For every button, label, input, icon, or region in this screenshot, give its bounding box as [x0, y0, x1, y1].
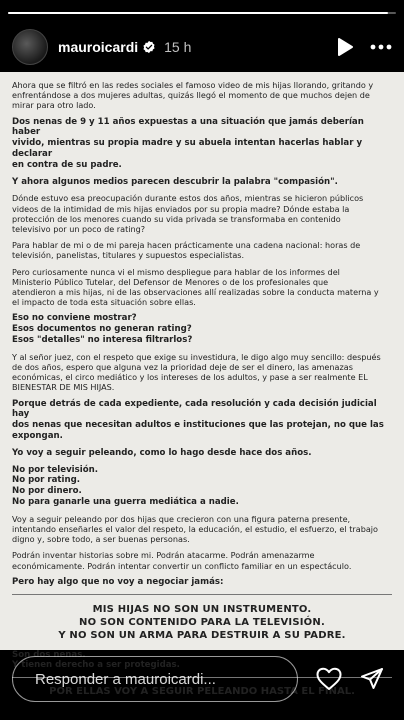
more-options-icon[interactable]: [370, 44, 392, 50]
reply-placeholder: Responder a mauroicardi...: [35, 670, 216, 688]
heart-icon[interactable]: [316, 667, 342, 691]
paragraph-15: Son dos nenas. Y tienen derecho a ser protegidas.: [12, 649, 180, 671]
verified-badge-icon: [142, 40, 156, 54]
send-icon[interactable]: [360, 667, 384, 691]
username[interactable]: mauroicardi: [58, 39, 139, 55]
paragraph-11: No por televisión. No por rating. No por dinero. No para ganarle una guerra mediática a nadie.: [12, 464, 239, 507]
paragraph-1: Ahora que se filtró en las redes sociales el famoso video de mis hijas llorando, gritando y enfrentándose a dos mujeres adultas, quizás llegó el momento de que muchos dejen de mirar para otro lado.: [12, 80, 374, 111]
avatar[interactable]: [12, 29, 48, 65]
post-time: 15 h: [164, 39, 192, 55]
divider-top: [12, 594, 392, 595]
paragraph-3: Y ahora algunos medios parecen descubrir la palabra "compasión".: [12, 176, 338, 187]
story-header: [0, 22, 404, 72]
paragraph-14: Pero hay algo que no voy a negociar jamás:: [12, 576, 224, 587]
story-progress-fill: [8, 12, 388, 14]
paragraph-9: Porque detrás de cada expediente, cada resolución y cada decisión judicial hay dos nenas que necesitan adultos e instituciones que las protejan, no que las expongan.: [12, 398, 384, 442]
paragraph-12: Voy a seguir peleando por dos hijas que crecieron con una figura paterna presente, intentando enseñarles el valor del respeto, la educación, el estudio, el esfuerzo, el trabajo digno y, sobre todo, a ser buenas personas.: [12, 513, 378, 545]
paragraph-13: Podrán inventar historias sobre mi. Podrán atacarme. Podrán amenazarme económicamente. Podrán intentar convertir un conflicto familiar en un espectáculo.: [12, 550, 352, 571]
paragraph-2: Dos nenas de 9 y 11 años expuestas a una situación que jamás deberían haber vivido, mientras su propia madre y su abuela intentan hacerlas hablar y declarar en contra de su padre.: [12, 116, 364, 170]
paragraph-4: Dónde estuvo esa preocupación durante estos dos años, mientras se hicieron públicos videos de la intimidad de mis hijas enviados por su propia madre? Dónde estaba la protección de los menores cuando su vida privada se transformaba en contenido televisivo por un poco de rating?: [12, 193, 364, 234]
central-statement: MIS HIJAS NO SON UN INSTRUMENTO. NO SON CONTENIDO PARA LA TELEVISIÓN. Y NO SON UN ARMA PARA DESTRUIR A SU PADRE.: [58, 603, 346, 641]
paragraph-7: Eso no conviene mostrar? Esos documentos no generan rating? Esos "detalles" no interesa filtrarlos?: [12, 313, 193, 346]
closing-statement: POR ELLAS VOY A SEGUIR PELEANDO HASTA EL FINAL.: [49, 686, 355, 698]
play-icon[interactable]: [336, 37, 354, 57]
paragraph-10: Yo voy a seguir peleando, como lo hago desde hace dos años.: [12, 447, 312, 458]
paragraph-6: Pero curiosamente nunca vi el mismo despliegue para hablar de los informes del Ministerio Público Tutelar, del Defensor de Menores o de los profesionales que atendieron a mis hijas, ni de las observaciones allí realizadas sobre la conducta materna y el impacto de toda esta situación sobre ellas.: [12, 266, 379, 308]
story-progress-bar: [8, 12, 396, 14]
reply-input[interactable]: [12, 656, 298, 702]
paragraph-8: Y al señor juez, con el respeto que exige su investidura, le digo algo muy sencillo: después de dos años, espero que alguna vez la prioridad deje de ser el dinero, las amenazas económicas, el circo mediático y los intereses de los adultos, y pase a ser realmente EL BIENESTAR DE MIS HIJAS.: [12, 351, 381, 393]
reply-bar: [0, 654, 404, 704]
paragraph-5: Para hablar de mi o de mi pareja hacen prácticamente una cadena nacional: horas de televisión, panelistas, titulares y supuestos especialistas.: [12, 240, 361, 261]
